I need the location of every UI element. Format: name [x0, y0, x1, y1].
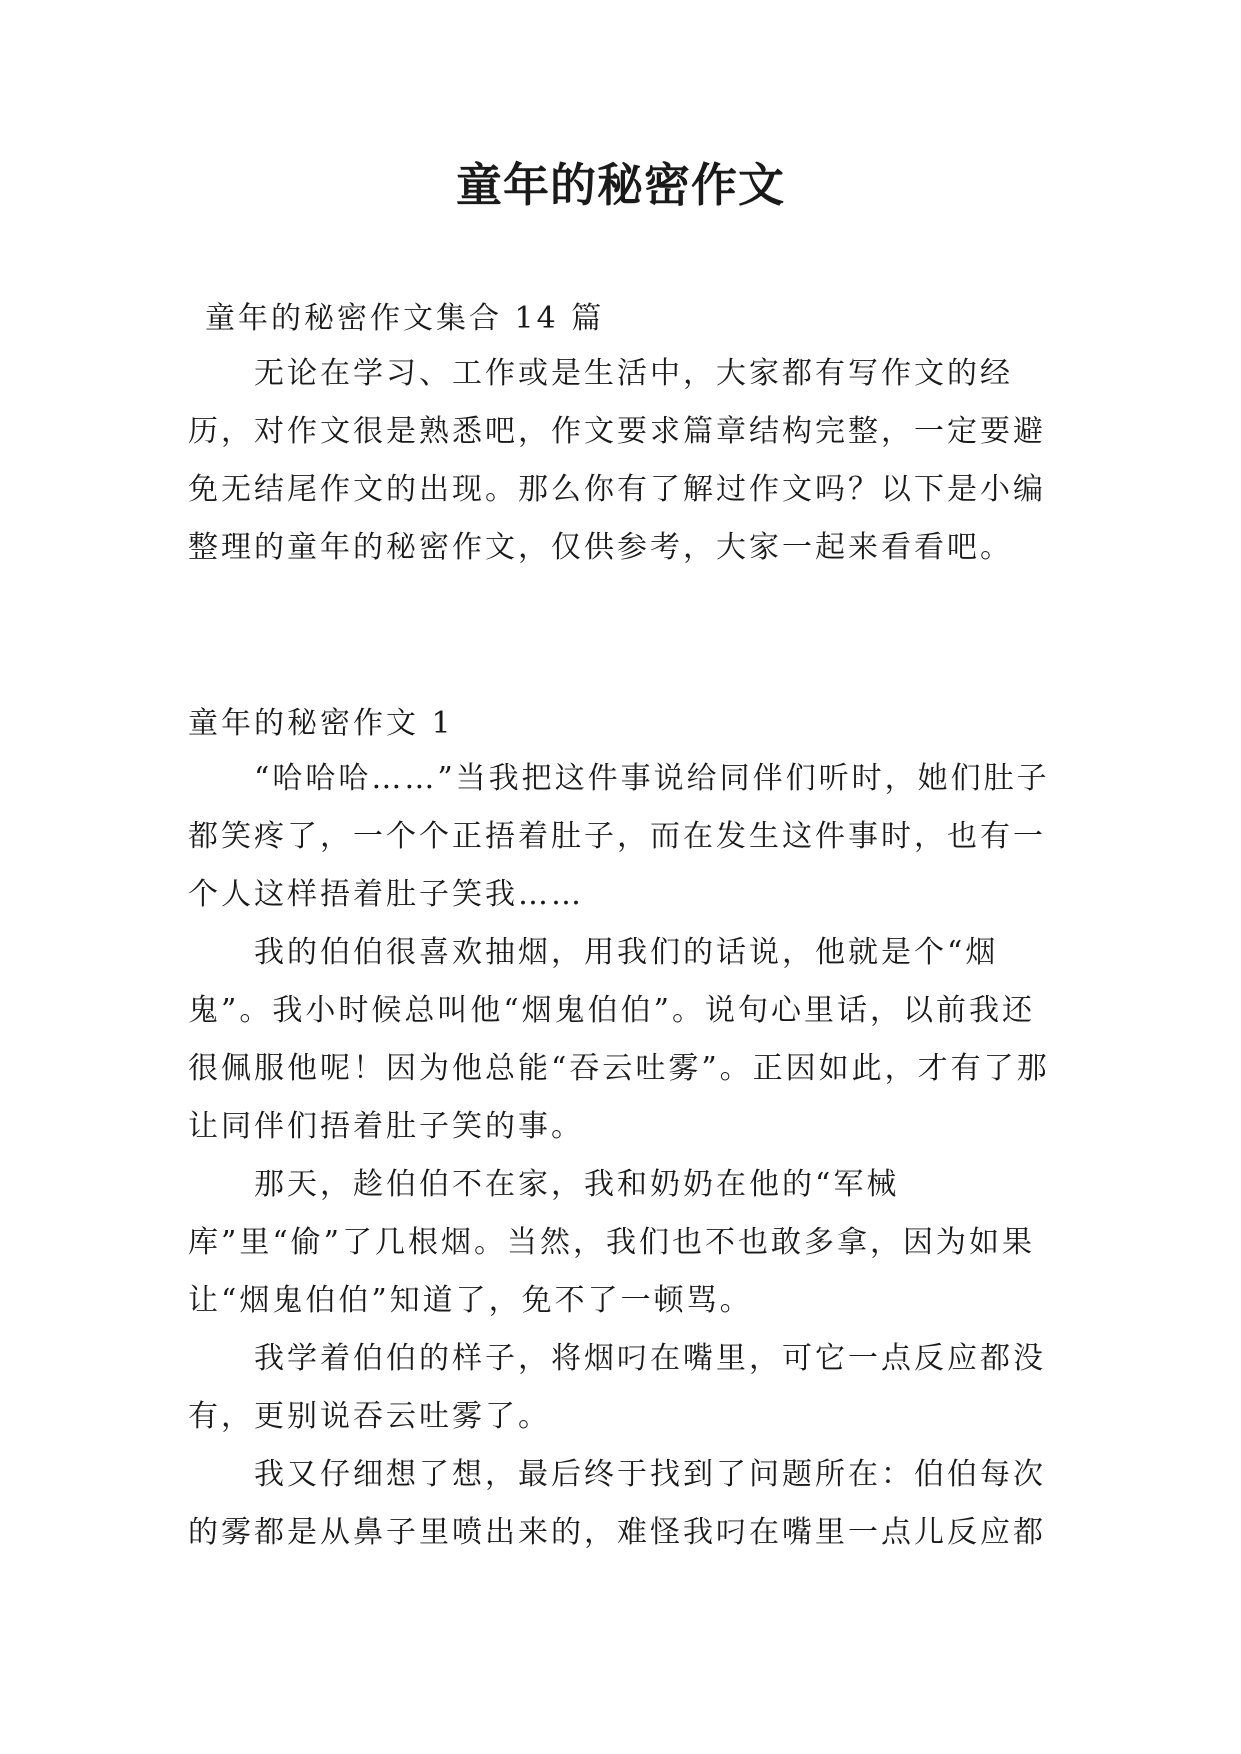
document-title: 童年的秘密作文	[456, 158, 785, 212]
document-subtitle: 童年的秘密作文集合 14 篇	[205, 301, 605, 336]
body-paragraph-1: “哈哈哈……”当我把这件事说给同伴们听时，她们肚子都笑疼了，一个个正捂着肚子，而在发生这件事时，也有一个人这样捂着肚子笑我……	[188, 761, 1050, 912]
body-paragraph-3: 那天，趁伯伯不在家，我和奶奶在他的“军械库”里“偷”了几根烟。当然，我们也不也敢多拿，因为如果让“烟鬼伯伯”知道了，免不了一顿骂。	[188, 1167, 1036, 1318]
section-heading: 童年的秘密作文 1	[188, 706, 454, 741]
body-paragraph-5: 我又仔细想了想，最后终于找到了问题所在：伯伯每次的雾都是从鼻子里喷出来的，难怪我叼在嘴里一点儿反应都	[188, 1457, 1046, 1550]
body-paragraph-2: 我的伯伯很喜欢抽烟，用我们的话说，他就是个“烟鬼”。我小时候总叫他“烟鬼伯伯”。说句心里话，以前我还很佩服他呢！因为他总能“吞云吐雾”。正因如此，才有了那让同伴们捂着肚子笑的事。	[188, 935, 1050, 1144]
body-paragraph-4: 我学着伯伯的样子，将烟叼在嘴里，可它一点反应都没有，更别说吞云吐雾了。	[188, 1341, 1046, 1434]
intro-paragraph: 无论在学习、工作或是生活中，大家都有写作文的经历，对作文很是熟悉吧，作文要求篇章结构完整，一定要避免无结尾作文的出现。那么你有了解过作文吗？以下是小编整理的童年的秘密作文，仅供参考，大家一起来看看吧。	[188, 356, 1046, 565]
